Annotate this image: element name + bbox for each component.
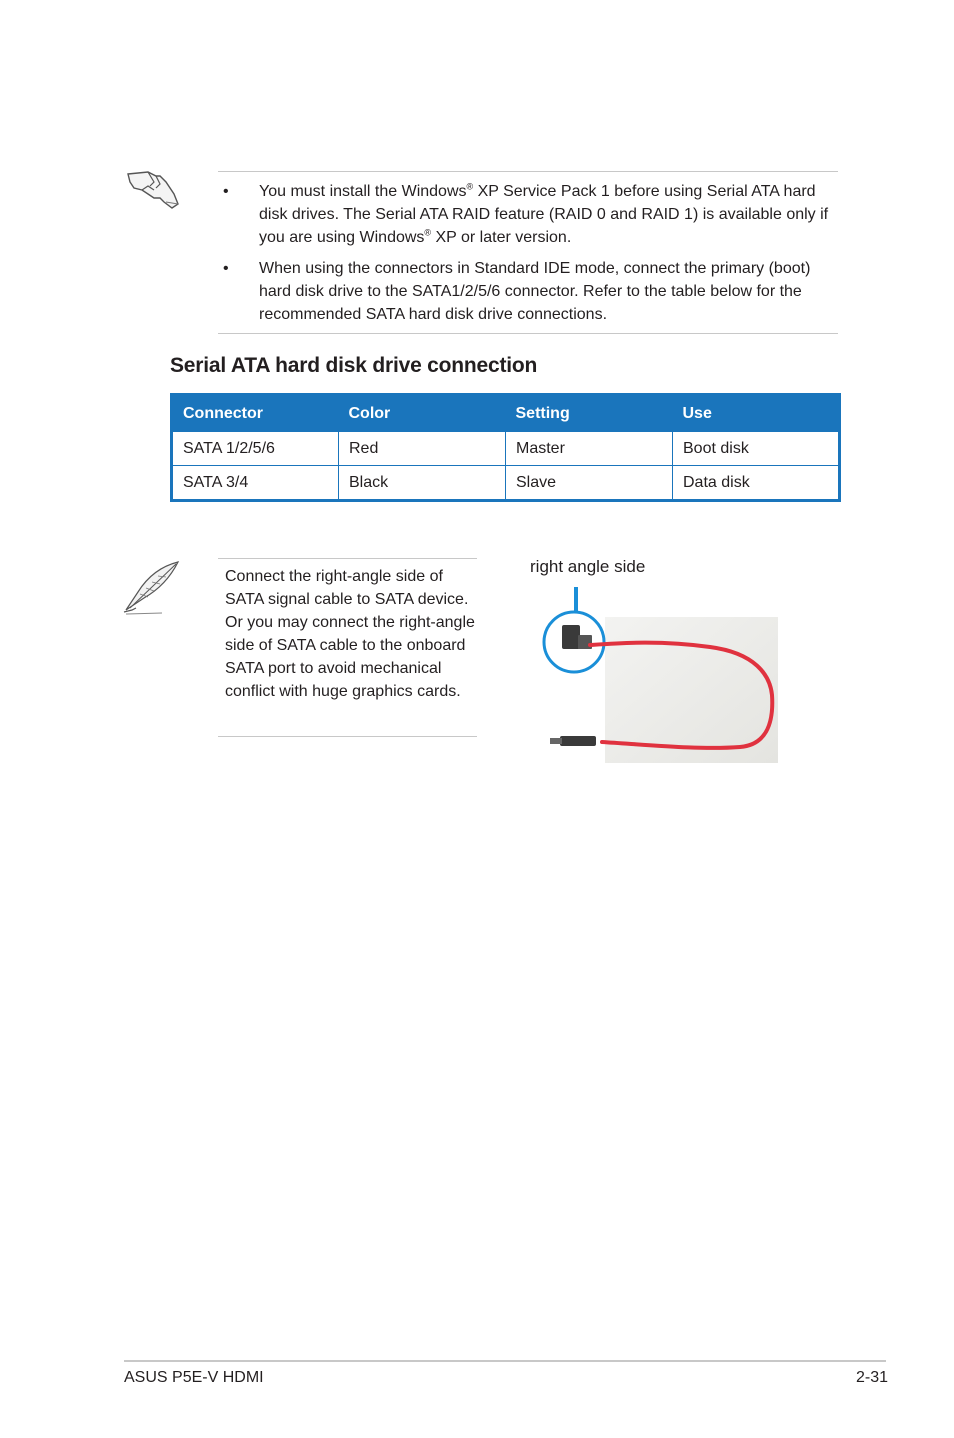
- figure-caption: right angle side: [530, 557, 646, 576]
- feather-pen-icon: [122, 560, 182, 616]
- registered-mark: ®: [466, 181, 474, 192]
- registered-mark: ®: [424, 227, 432, 238]
- table-row: [172, 432, 840, 466]
- note-bottom-rule: [218, 333, 838, 334]
- column-header: Setting: [506, 395, 673, 433]
- table-cell: Boot disk: [673, 432, 840, 466]
- section-title: Serial ATA hard disk drive connection: [170, 354, 538, 377]
- note-text: Connect the right-angle side of SATA signal cable to SATA device. Or you may connect the right-angle side of SATA cable to the onboard SATA port to avoid mechanical conflict with huge graphics cards.: [225, 568, 475, 700]
- note-bullet-2: [223, 257, 833, 329]
- table-cell: SATA 3/4: [172, 466, 339, 501]
- table-cell: Slave: [506, 466, 673, 501]
- sata-connection-table: [170, 393, 841, 502]
- column-header: Connector: [172, 395, 339, 433]
- column-header: Use: [673, 395, 840, 433]
- bullet-dot: •: [223, 183, 229, 200]
- footer-product-name: ASUS P5E-V HDMI: [124, 1369, 264, 1386]
- bullet-text: When using the connectors in Standard IDE mode, connect the primary (boot) hard disk drive to the SATA1/2/5/6 connector. Refer to the table below for the recommended SATA hard disk drive connections.: [259, 260, 811, 323]
- note-bullet-1: [223, 180, 833, 252]
- important-hand-icon: [126, 168, 180, 212]
- table-cell: Red: [339, 432, 506, 466]
- footer-rule: [124, 1360, 886, 1362]
- bullet-text: You must install the Windows® XP Service Pack 1 before using Serial ATA hard disk drives. The Serial ATA RAID feature (RAID 0 and RAID 1) is available only if you are using Windows® XP or later version.: [259, 181, 829, 246]
- sata-cable-photo: [540, 585, 780, 765]
- note-top-rule: [218, 171, 838, 172]
- note2-top-rule: [218, 558, 477, 559]
- table-cell: Black: [339, 466, 506, 501]
- page-number: 2-31: [855, 1369, 888, 1386]
- table-header-row: [172, 395, 840, 433]
- table-cell: Master: [506, 432, 673, 466]
- bullet-dot: •: [223, 260, 229, 277]
- note2-bottom-rule: [218, 736, 477, 737]
- table-cell: SATA 1/2/5/6: [172, 432, 339, 466]
- column-header: Color: [339, 395, 506, 433]
- table-row: [172, 466, 840, 501]
- table-cell: Data disk: [673, 466, 840, 501]
